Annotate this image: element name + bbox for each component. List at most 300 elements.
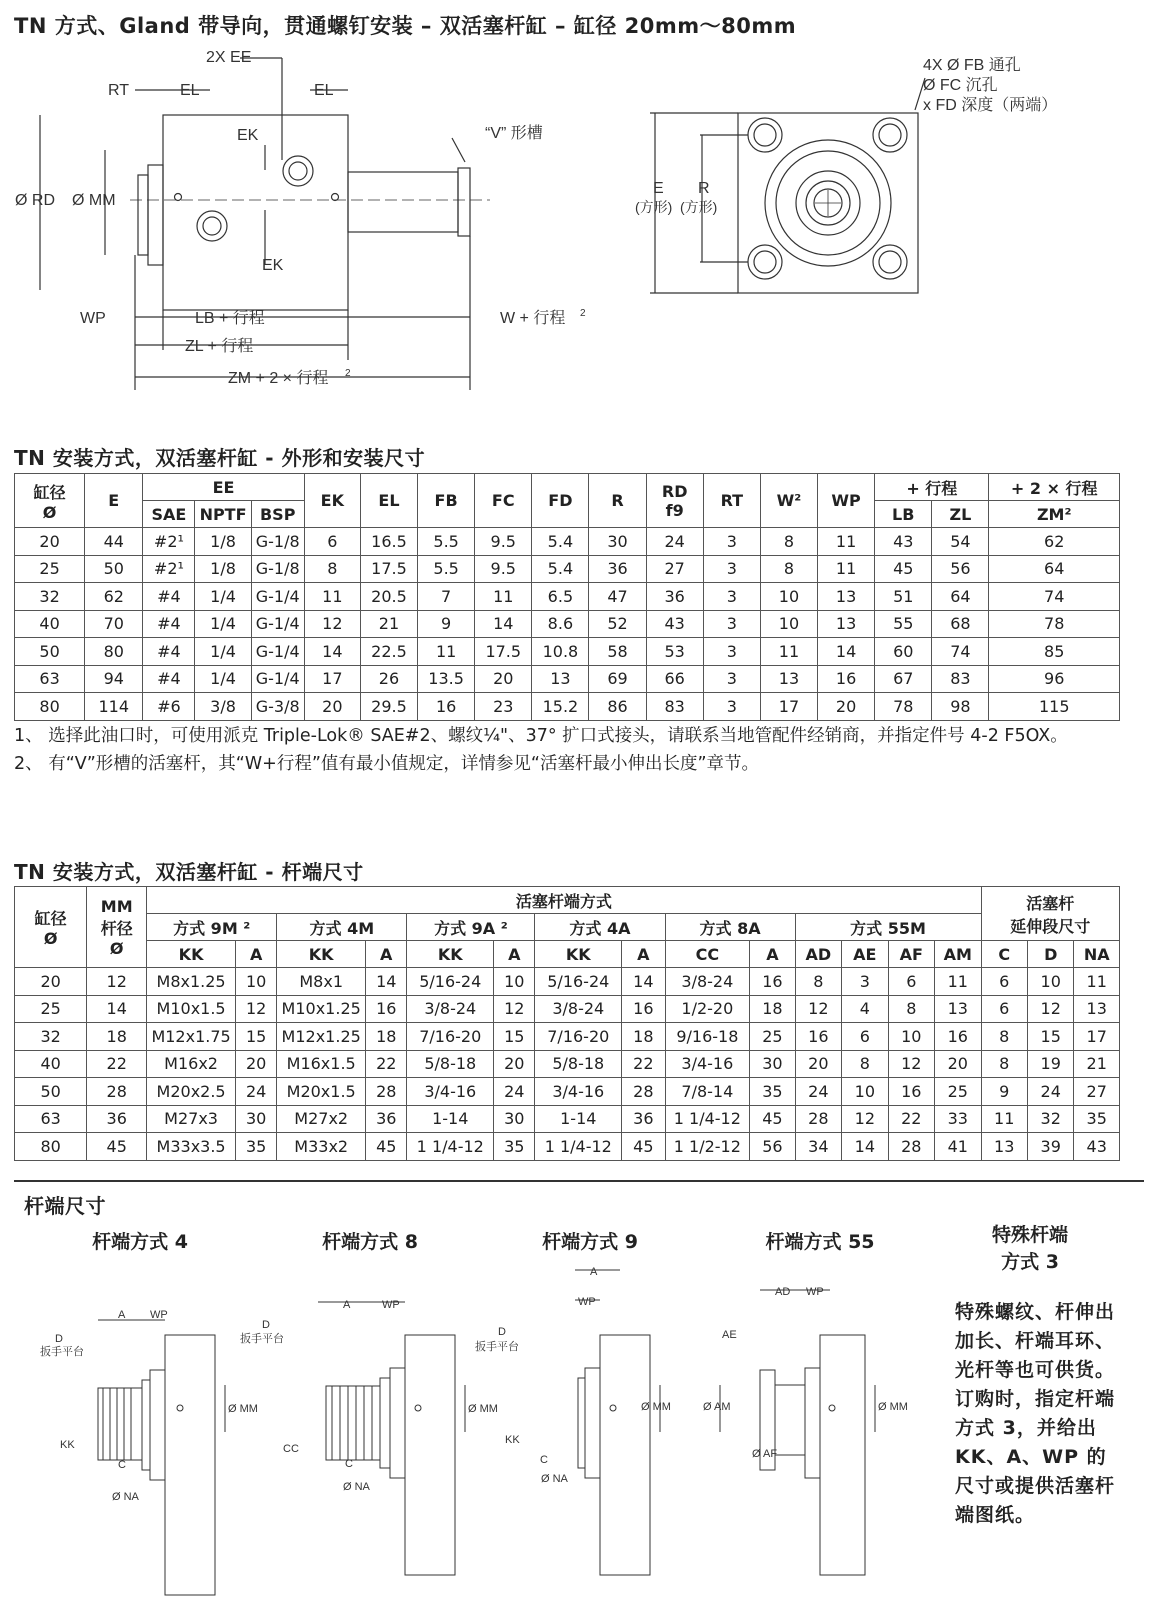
table-cell: 3 (703, 583, 760, 611)
th-bore: 缸径 Ø (15, 474, 85, 528)
right-rod (348, 172, 458, 232)
zm-sup: 2 (345, 368, 351, 379)
table-cell: 14 (818, 638, 875, 666)
table-cell: 13 (532, 665, 589, 693)
table-cell: 6 (842, 1023, 888, 1051)
s9-d: D (498, 1326, 506, 1338)
table-cell: 11 (818, 555, 875, 583)
w-sup: 2 (580, 308, 586, 319)
table-row (15, 665, 1120, 693)
lb-label: LB + 行程 (195, 310, 265, 327)
th2-9m: 方式 9M ² (147, 914, 277, 941)
table-cell: 15 (235, 1023, 276, 1051)
table-cell: 11 (304, 583, 360, 611)
table-row (15, 1050, 1120, 1078)
special-title (960, 1222, 1100, 1276)
table-cell: #6 (143, 693, 195, 721)
table-cell: 11 (418, 638, 475, 666)
rod-section-title: 杆端尺寸 (24, 1194, 106, 1218)
fc-label: Ø FC 沉孔 (923, 77, 998, 94)
s55-af: Ø AF (752, 1448, 778, 1460)
th-w: W² (760, 474, 817, 528)
table-cell: 96 (989, 665, 1120, 693)
table-cell: 5/8-18 (535, 1050, 622, 1078)
table-cell: 20 (935, 1050, 981, 1078)
table-cell: 6 (888, 968, 934, 996)
table-cell: 3 (703, 610, 760, 638)
table-row (15, 638, 1120, 666)
table-cell: 29.5 (360, 693, 417, 721)
th-fc: FC (475, 474, 532, 528)
table-cell: 12 (304, 610, 360, 638)
table-cell: M33x2 (277, 1133, 366, 1161)
table2-title: TN 安装方式，双活塞杆缸 - 杆端尺寸 (14, 860, 364, 884)
table-cell: 41 (935, 1133, 981, 1161)
table-cell: M10x1.5 (147, 995, 236, 1023)
s55-am: Ø AM (703, 1401, 731, 1413)
s4-wp: WP (150, 1309, 168, 1321)
table-cell: 3 (842, 968, 888, 996)
table-cell: 17.5 (360, 555, 417, 583)
table-cell: 17 (1074, 1023, 1120, 1051)
v-groove-label: “V” 形槽 (485, 125, 543, 142)
table-cell: 22 (888, 1105, 934, 1133)
table-cell: 9.5 (475, 528, 532, 556)
table-cell: 74 (989, 583, 1120, 611)
table-cell: 36 (622, 1105, 665, 1133)
s9-mm: Ø MM (641, 1401, 671, 1413)
th-bsp: BSP (251, 501, 304, 528)
th2-sub: CC (665, 941, 750, 968)
zl-label: ZL + 行程 (185, 338, 254, 355)
el-label-left: EL (180, 82, 200, 99)
rod-end-table (14, 886, 1120, 1161)
table-cell: 20 (475, 665, 532, 693)
table-cell: 13 (818, 610, 875, 638)
table-cell: 5.5 (418, 555, 475, 583)
table-cell: 1 1/4-12 (407, 1133, 494, 1161)
table-cell: 22 (87, 1050, 147, 1078)
table-cell: 16 (888, 1078, 934, 1106)
table-cell: M10x1.25 (277, 995, 366, 1023)
table-cell: 14 (304, 638, 360, 666)
table-cell: 12 (888, 1050, 934, 1078)
table-cell: 28 (366, 1078, 407, 1106)
table-cell: 3 (703, 528, 760, 556)
table-cell: 34 (795, 1133, 841, 1161)
table-cell: 47 (589, 583, 646, 611)
table-cell: G-3/8 (251, 693, 304, 721)
table-cell: 30 (235, 1105, 276, 1133)
table-cell: 33 (935, 1105, 981, 1133)
th2-sub: KK (407, 941, 494, 968)
table-row (15, 555, 1120, 583)
rod-style-4 (98, 1320, 225, 1595)
table-cell: 16 (366, 995, 407, 1023)
table-cell: 3 (703, 555, 760, 583)
table-cell: G-1/8 (251, 555, 304, 583)
table-cell: 83 (932, 665, 989, 693)
table-cell: M12x1.25 (277, 1023, 366, 1051)
s9-wp: WP (578, 1296, 596, 1308)
th2-9a: 方式 9A ² (407, 914, 535, 941)
table-cell: 85 (989, 638, 1120, 666)
table-cell: 16 (795, 1023, 841, 1051)
th2-sub: C (981, 941, 1027, 968)
table-cell: 22.5 (360, 638, 417, 666)
table-cell: 15 (494, 1023, 535, 1051)
table-cell: 7/16-20 (535, 1023, 622, 1051)
table-cell: 62 (989, 528, 1120, 556)
table-cell: 10 (1027, 968, 1073, 996)
table-cell: G-1/4 (251, 583, 304, 611)
table-cell: 63 (15, 665, 85, 693)
table-cell: 115 (989, 693, 1120, 721)
table-cell: M27x3 (147, 1105, 236, 1133)
table-cell: 54 (932, 528, 989, 556)
table-cell: 1/8 (195, 555, 251, 583)
s8-wp: WP (382, 1299, 400, 1311)
table-cell: 64 (989, 555, 1120, 583)
table-cell: 18 (87, 1023, 147, 1051)
th-sae: SAE (143, 501, 195, 528)
table-cell: 16 (750, 968, 795, 996)
table-cell: #4 (143, 610, 195, 638)
table-cell: 3/8-24 (665, 968, 750, 996)
table-cell: M16x1.5 (277, 1050, 366, 1078)
th2-sub: AF (888, 941, 934, 968)
s55-ae: AE (722, 1329, 737, 1341)
s9-c: C (540, 1454, 548, 1466)
table-cell: 8 (842, 1050, 888, 1078)
s9-na: Ø NA (541, 1473, 568, 1485)
s55-ad: AD (775, 1286, 791, 1298)
table-cell: 20 (235, 1050, 276, 1078)
th-rt: RT (703, 474, 760, 528)
table-cell: 1 1/4-12 (665, 1105, 750, 1133)
table-cell: 50 (15, 1078, 87, 1106)
table-cell: 16.5 (360, 528, 417, 556)
table-cell: 66 (646, 665, 703, 693)
table-cell: 14 (87, 995, 147, 1023)
th-2stroke: + 2 × 行程 (989, 474, 1120, 501)
th2-sub: A (494, 941, 535, 968)
table-cell: M8x1 (277, 968, 366, 996)
table-row (15, 693, 1120, 721)
table-cell: 58 (589, 638, 646, 666)
s8-na: Ø NA (343, 1481, 370, 1493)
zm-label: ZM + 2 × 行程 (228, 370, 329, 387)
table-cell: 52 (589, 610, 646, 638)
th-ee: EE (143, 474, 304, 501)
table-cell: M8x1.25 (147, 968, 236, 996)
table-cell: #2¹ (143, 528, 195, 556)
rod-end-diagrams (0, 1260, 950, 1610)
th-rd: RD f9 (646, 474, 703, 528)
table-row (15, 995, 1120, 1023)
table-cell: 13 (818, 583, 875, 611)
footnote-1: 1、 选择此油口时，可使用派克 Triple-Lok® SAE#2、螺纹¼"、37° 扩口式接头，请联系当地管配件经销商，并指定件号 4-2 F5OX。 (14, 726, 1068, 746)
table-cell: M20x2.5 (147, 1078, 236, 1106)
table-cell: 20 (15, 968, 87, 996)
th2-sub: AD (795, 941, 841, 968)
table-cell: 70 (85, 610, 143, 638)
special-title-2: 方式 3 (1001, 1251, 1059, 1273)
th-fb: FB (418, 474, 475, 528)
th2-sub: KK (147, 941, 236, 968)
table-cell: 86 (589, 693, 646, 721)
table-cell: 36 (87, 1105, 147, 1133)
table-cell: 28 (888, 1133, 934, 1161)
th2-sub: A (750, 941, 795, 968)
table-cell: 8 (760, 555, 817, 583)
table-cell: 32 (15, 583, 85, 611)
th2-55m: 方式 55M (795, 914, 981, 941)
table-cell: 1/4 (195, 665, 251, 693)
style8-title: 杆端方式 8 (322, 1231, 418, 1253)
table-cell: 1/4 (195, 583, 251, 611)
table-cell: 20 (795, 1050, 841, 1078)
table-cell: 9 (418, 610, 475, 638)
table-cell: 51 (875, 583, 932, 611)
ee-label: 2X EE (206, 49, 252, 66)
th-r: R (589, 474, 646, 528)
left-rod-end (138, 175, 148, 255)
table-cell: 36 (646, 583, 703, 611)
table-cell: 78 (989, 610, 1120, 638)
table-cell: 3 (703, 638, 760, 666)
table-cell: 32 (1027, 1105, 1073, 1133)
th-wp: WP (818, 474, 875, 528)
th2-sub: NA (1074, 941, 1120, 968)
table-cell: 3 (703, 693, 760, 721)
table-cell: 20.5 (360, 583, 417, 611)
table-cell: 43 (1074, 1133, 1120, 1161)
r-label: R (698, 180, 710, 197)
th2-ext: 活塞杆 延伸段尺寸 (981, 887, 1120, 941)
table-cell: M16x2 (147, 1050, 236, 1078)
th2-4a: 方式 4A (535, 914, 665, 941)
el-label-right: EL (314, 82, 334, 99)
table-cell: 24 (494, 1078, 535, 1106)
table-cell: 6 (304, 528, 360, 556)
table-cell: 1/8 (195, 528, 251, 556)
th-zl: ZL (932, 501, 989, 528)
table-cell: 80 (15, 1133, 87, 1161)
table-row (15, 1133, 1120, 1161)
table-cell: 17 (304, 665, 360, 693)
table-cell: 67 (875, 665, 932, 693)
table-cell: 12 (87, 968, 147, 996)
style9-title: 杆端方式 9 (542, 1231, 638, 1253)
table-cell: 1/2-20 (665, 995, 750, 1023)
table-cell: 11 (760, 638, 817, 666)
th2-bore: 缸径 Ø (15, 887, 87, 968)
w-label: W + 行程 (500, 310, 566, 327)
table-cell: 8 (981, 1050, 1027, 1078)
table-cell: 9 (981, 1078, 1027, 1106)
table-cell: 20 (818, 693, 875, 721)
table-cell: 3/4-16 (407, 1078, 494, 1106)
table-cell: 4 (842, 995, 888, 1023)
table-cell: 44 (85, 528, 143, 556)
table-cell: 9.5 (475, 555, 532, 583)
table-cell: 10 (760, 583, 817, 611)
table-cell: 21 (1074, 1050, 1120, 1078)
s4-kk: KK (60, 1439, 75, 1451)
s4-a: A (118, 1309, 126, 1321)
table-cell: 10 (888, 1023, 934, 1051)
table-cell: 24 (795, 1078, 841, 1106)
s8-wrench: 扳手平台 (240, 1333, 284, 1345)
table-row (15, 528, 1120, 556)
table-cell: 98 (932, 693, 989, 721)
th2-sub: KK (277, 941, 366, 968)
table-cell: #4 (143, 583, 195, 611)
table-cell: 10.8 (532, 638, 589, 666)
wp-label: WP (80, 310, 106, 327)
ek-label-bottom: EK (262, 257, 284, 274)
rod-style-8 (318, 1302, 465, 1575)
table-cell: 35 (750, 1078, 795, 1106)
table-cell: 28 (87, 1078, 147, 1106)
th-e: E (85, 474, 143, 528)
table-cell: 45 (750, 1105, 795, 1133)
table-cell: 11 (981, 1105, 1027, 1133)
table-cell: 56 (932, 555, 989, 583)
mm-label: Ø MM (72, 192, 116, 209)
dimensions-table (14, 473, 1120, 721)
table-cell: 8 (981, 1023, 1027, 1051)
s4-na: Ø NA (112, 1491, 139, 1503)
table-row (15, 583, 1120, 611)
table-cell: 35 (235, 1133, 276, 1161)
table-cell: G-1/4 (251, 638, 304, 666)
table-cell: 43 (875, 528, 932, 556)
table-cell: 3/8-24 (407, 995, 494, 1023)
table-cell: 10 (235, 968, 276, 996)
th-el: EL (360, 474, 417, 528)
th-lb: LB (875, 501, 932, 528)
table-cell: 40 (15, 1050, 87, 1078)
table-row (15, 1078, 1120, 1106)
table-cell: 114 (85, 693, 143, 721)
table-cell: 10 (842, 1078, 888, 1106)
s8-cc: CC (283, 1443, 299, 1455)
table-cell: 56 (750, 1133, 795, 1161)
table-cell: 83 (646, 693, 703, 721)
table-cell: #4 (143, 638, 195, 666)
th2-4m: 方式 4M (277, 914, 407, 941)
table-cell: 3 (703, 665, 760, 693)
table-cell: 5/8-18 (407, 1050, 494, 1078)
table-cell: 25 (15, 995, 87, 1023)
table-row (15, 968, 1120, 996)
table-cell: 74 (932, 638, 989, 666)
s9-wrench: 扳手平台 (475, 1341, 519, 1353)
table-cell: 53 (646, 638, 703, 666)
table-cell: 5.5 (418, 528, 475, 556)
table-row (15, 1105, 1120, 1133)
th-stroke: + 行程 (875, 474, 989, 501)
table-cell: 3/8 (195, 693, 251, 721)
table-cell: 64 (932, 583, 989, 611)
table-cell: 3/4-16 (535, 1078, 622, 1106)
th2-sub: A (622, 941, 665, 968)
s55-mm: Ø MM (878, 1401, 908, 1413)
th2-sub: A (235, 941, 276, 968)
table-cell: M12x1.75 (147, 1023, 236, 1051)
table-cell: 13 (760, 665, 817, 693)
th2-sub: AE (842, 941, 888, 968)
table-cell: 20 (304, 693, 360, 721)
th-fd: FD (532, 474, 589, 528)
s9-a: A (590, 1266, 598, 1278)
style55-title: 杆端方式 55 (765, 1231, 875, 1253)
table-cell: 7/8-14 (665, 1078, 750, 1106)
table-cell: 45 (875, 555, 932, 583)
table-cell: G-1/8 (251, 528, 304, 556)
table-cell: 16 (622, 995, 665, 1023)
r-square-label: (方形) (680, 199, 718, 215)
table-cell: 6 (981, 968, 1027, 996)
table-cell: 1-14 (407, 1105, 494, 1133)
table-cell: 80 (15, 693, 85, 721)
e-square-label: (方形) (635, 199, 673, 215)
footnotes (14, 722, 1144, 778)
s4-c: C (118, 1459, 126, 1471)
fb-label: 4X Ø FB 通孔 (923, 57, 1021, 74)
table-cell: 45 (622, 1133, 665, 1161)
table-cell: M33x3.5 (147, 1133, 236, 1161)
table-cell: 1 1/2-12 (665, 1133, 750, 1161)
table-cell: 8 (795, 968, 841, 996)
table-cell: 18 (622, 1023, 665, 1051)
table1-title: TN 安装方式，双活塞杆缸 - 外形和安装尺寸 (14, 446, 426, 470)
table-cell: 45 (366, 1133, 407, 1161)
table-cell: 8 (888, 995, 934, 1023)
table-cell: 25 (935, 1078, 981, 1106)
table-cell: 9/16-18 (665, 1023, 750, 1051)
table-cell: 10 (494, 968, 535, 996)
rd-label: Ø RD (15, 192, 55, 209)
table-cell: 35 (494, 1133, 535, 1161)
table-cell: 20 (15, 528, 85, 556)
table-cell: 13 (1074, 995, 1120, 1023)
table-cell: 17.5 (475, 638, 532, 666)
table-cell: 14 (842, 1133, 888, 1161)
table-cell: 11 (935, 968, 981, 996)
rod-style-55 (720, 1290, 875, 1575)
s8-mm: Ø MM (468, 1403, 498, 1415)
s4-d: D (55, 1333, 63, 1345)
table-cell: 30 (589, 528, 646, 556)
table-cell: 94 (85, 665, 143, 693)
table-cell: #2¹ (143, 555, 195, 583)
table-cell: 12 (842, 1105, 888, 1133)
table-cell: 18 (366, 1023, 407, 1051)
table-cell: 10 (760, 610, 817, 638)
table-cell: 7 (418, 583, 475, 611)
th-zm: ZM² (989, 501, 1120, 528)
table-cell: 18 (750, 995, 795, 1023)
table-cell: 1/4 (195, 610, 251, 638)
table-cell: 6 (981, 995, 1027, 1023)
side-view-drawing (0, 40, 620, 400)
special-text: 特殊螺纹、杆伸出加长、杆端耳环、光杆等也可供货。订购时，指定杆端方式 3，并给出 KK、A、WP 的尺寸或提供活塞杆端图纸。 (955, 1301, 1116, 1526)
table-cell: 3/8-24 (535, 995, 622, 1023)
table-cell: 25 (750, 1023, 795, 1051)
